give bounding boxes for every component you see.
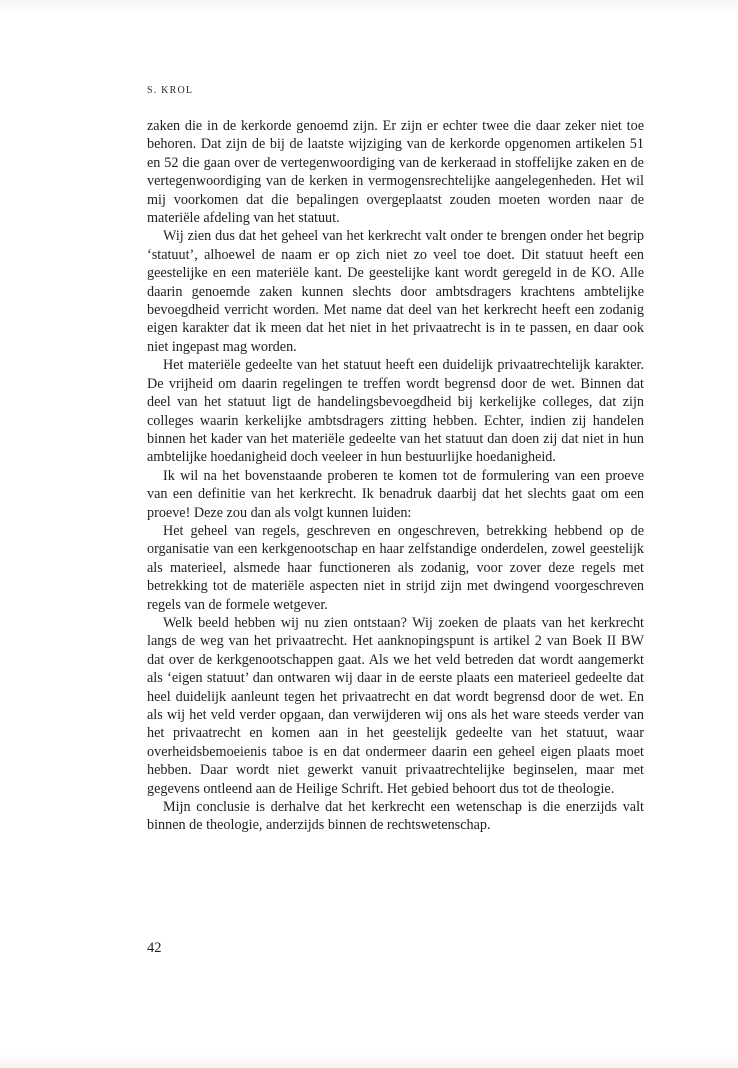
running-head: S. KROL (147, 85, 194, 96)
paragraph-2: Wij zien dus dat het geheel van het kerkrecht valt onder te brengen onder het begrip ‘statuut’, alhoewel de naam er op zich niet zo veel toe doet. Dit statuut heeft een geestelijke en een materiële kant. De geestelijke kant wordt geregeld in de KO. Alle daarin genoemde zaken kunnen slechts door ambtsdragers krachtens ambtelijke bevoegdheid verricht worden. Met name dat deel van het kerkrecht heeft een zodanig eigen karakter dat ik meen dat het niet in het privaatrecht is in te passen, en daar ook niet ingepast mag worden. (147, 228, 644, 355)
page-number: 42 (147, 940, 162, 956)
conclusion-paragraph: Mijn conclusie is derhalve dat het kerkrecht een wetenschap is die enerzijds valt binnen de theologie, anderzijds binnen de rechtswetenschap. (147, 799, 644, 834)
paragraph-1: zaken die in de kerkorde genoemd zijn. Er zijn er echter twee die daar zeker niet toe behoren. Dat zijn de bij de laatste wijziging van de kerkorde opgenomen artikelen 51 en 52 die gaan over de vertegenwoordiging van de kerkeraad in stoffelijke zaken en de vertegenwoordiging van de kerken in vermogensrechtelijke aangelegenheden. Het wil mij voorkomen dat die bepalingen overgeplaatst zouden moeten worden naar de materiële afdeling van het statuut. (147, 118, 644, 227)
paragraph-6: Welk beeld hebben wij nu zien ontstaan? Wij zoeken de plaats van het kerkrecht langs de weg van het privaatrecht. Het aanknopingspunt is artikel 2 van Boek II BW dat over de kerkgenootschappen gaat. Als we het veld betreden dat wordt aangemerkt als ‘eigen statuut’ dan ontwaren wij daar in de eerste plaats een materieel gedeelte dat heel duidelijk aanleunt tegen het privaatrecht en dat wordt begrensd door de wet. En als wij het veld verder opgaan, dan verwijderen wij ons als het ware steeds verder van het privaatrecht en komen aan in het geestelijk gedeelte van het statuut, waar overheidsbemoeienis taboe is en dat ondermeer daarin een geheel eigen plaats moet hebben. Daar wordt niet gewerkt vanuit privaatrechtelijke beginselen, maar met gegevens ontleend aan de Heilige Schrift. Het gebied behoort dus tot de theologie. (147, 614, 644, 797)
definition-paragraph: Het geheel van regels, geschreven en ongeschreven, betrekking hebbend op de organisatie van een kerkgenootschap en haar zelfstandige onderdelen, zowel geestelijk als materieel, alsmede haar functioneren als zodanig, voor zover deze regels met betrekking tot de materiële aspecten niet in strijd zijn met dwingend voorgeschreven regels van de formele wetgever. (147, 522, 644, 613)
body-text (147, 117, 644, 835)
paragraph-4: Ik wil na het bovenstaande proberen te komen tot de formulering van een proeve van een definitie van het kerkrecht. Ik benadruk daarbij dat het slechts gaat om een proeve! Deze zou dan als volgt kunnen luiden: (147, 467, 644, 521)
paragraph-3: Het materiële gedeelte van het statuut heeft een duidelijk privaatrechtelijk karakter. De vrijheid om daarin regelingen te treffen wordt begrensd door de wet. Binnen dat deel van het statuut ligt de handelingsbevoegdheid bij kerkelijke colleges, dat zijn colleges waarin kerkelijke ambtsdragers zitting hebben. Echter, indien zij handelen binnen het kader van het materiële gedeelte van het statuut dan doen zij dat niet in hun ambtelijke hoedanigheid doch veeleer in hun bestuurlijke hoedanigheid. (147, 357, 644, 466)
